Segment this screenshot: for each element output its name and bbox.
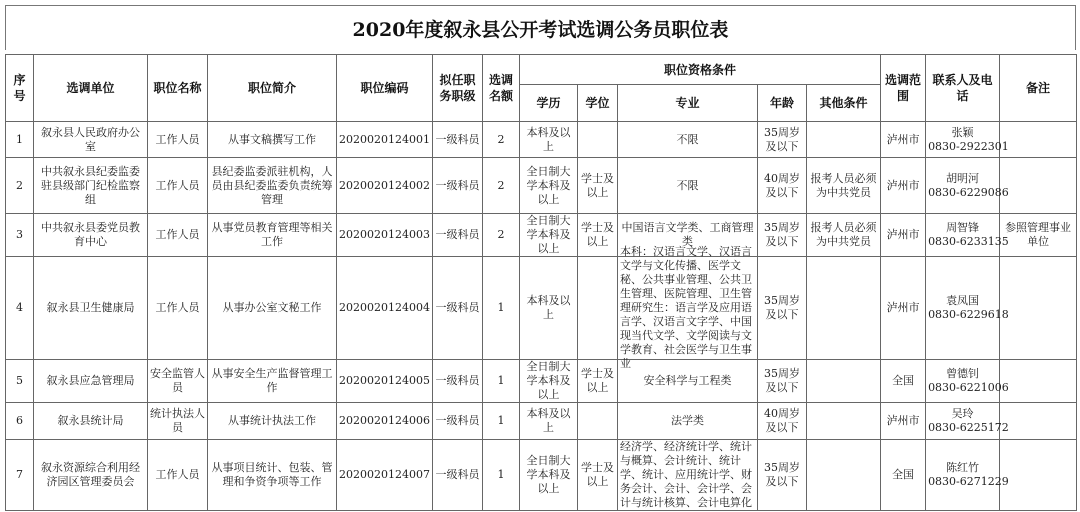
cell-other: 报考人员必须为中共党员 (807, 158, 881, 214)
header-education: 学历 (520, 85, 578, 122)
cell-rank: 一级科员 (433, 257, 483, 360)
cell-age: 40周岁及以下 (758, 158, 807, 214)
table-row (6, 360, 1077, 403)
header-seq: 序号 (6, 55, 34, 122)
contact-name: 周智锋 (946, 221, 980, 234)
cell-education: 全日制大学本科及以上 (520, 360, 578, 403)
cell-contact (926, 214, 1009, 257)
cell-major: 经济学、经济统计学、统计与概算、会计统计、统计学、统计、应用统计学、财务会计、会计、会计学、会计与统计核算、会计电算化 (618, 440, 758, 511)
contact-phone: 0830-6221006 (928, 381, 1009, 394)
cell-seq: 3 (6, 214, 34, 257)
cell-remark (1000, 403, 1077, 440)
header-contact: 联系人及电话 (926, 55, 1000, 122)
cell-position-desc: 从事项目统计、包装、管理和争资争项等工作 (208, 440, 337, 511)
cell-quota: 2 (483, 122, 520, 158)
cell-scope: 泸州市 (881, 257, 926, 360)
cell-quota: 1 (483, 403, 520, 440)
header-major: 专业 (618, 85, 758, 122)
contact-phone: 0830-6229618 (928, 308, 1009, 321)
header-unit: 选调单位 (34, 55, 148, 122)
header-degree: 学位 (578, 85, 618, 122)
cell-education: 全日制大学本科及以上 (520, 214, 578, 257)
cell-position-name: 工作人员 (148, 158, 208, 214)
table-row (6, 440, 1077, 511)
cell-position-name: 工作人员 (148, 122, 208, 158)
cell-age: 35周岁及以下 (758, 360, 807, 403)
cell-unit: 叙永资源综合利用经济园区管理委员会 (34, 440, 148, 511)
cell-position-desc: 从事文稿撰写工作 (208, 122, 337, 158)
contact-phone: 0830-6225172 (928, 421, 1009, 434)
contact-name: 张颖 (951, 125, 974, 139)
cell-rank: 一级科员 (433, 122, 483, 158)
cell-scope: 泸州市 (881, 403, 926, 440)
cell-position-desc: 从事办公室文秘工作 (208, 257, 337, 360)
cell-age: 40周岁及以下 (758, 403, 807, 440)
contact-phone: 0830-6271229 (928, 475, 1009, 488)
cell-rank: 一级科员 (433, 158, 483, 214)
contact-name: 吴玲 (951, 407, 974, 420)
cell-other (807, 440, 881, 511)
cell-position-name: 工作人员 (148, 440, 208, 511)
cell-major: 中国语言文学类、工商管理类 (618, 214, 758, 257)
cell-seq: 6 (6, 403, 34, 440)
cell-major (618, 245, 758, 370)
cell-contact (926, 122, 1009, 158)
cell-unit: 中共叙永县委党员教育中心 (34, 214, 148, 257)
cell-remark: 参照管理事业单位 (1000, 214, 1077, 257)
cell-seq: 2 (6, 158, 34, 214)
contact-phone: 0830-2922301 (928, 139, 1009, 153)
cell-other (807, 257, 881, 360)
cell-scope: 泸州市 (881, 214, 926, 257)
cell-other (807, 122, 881, 158)
cell-rank: 一级科员 (433, 360, 483, 403)
cell-position-code: 2020020124005 (337, 360, 433, 403)
cell-quota: 1 (483, 360, 520, 403)
cell-position-code: 2020020124001 (337, 122, 433, 158)
header-age: 年龄 (758, 85, 807, 122)
cell-rank: 一级科员 (433, 403, 483, 440)
cell-position-code: 2020020124006 (337, 403, 433, 440)
cell-degree (578, 403, 618, 440)
table-row (6, 214, 1077, 257)
cell-major: 法学类 (618, 403, 758, 440)
cell-age: 35周岁及以下 (758, 257, 807, 360)
header-scope: 选调范围 (881, 55, 926, 122)
contact-name: 陈红竹 (946, 461, 980, 474)
cell-scope: 全国 (881, 360, 926, 403)
cell-position-name: 工作人员 (148, 214, 208, 257)
cell-position-code: 2020020124003 (337, 214, 433, 257)
page-title: 2020年度叙永县公开考试选调公务员职位表 (5, 5, 1076, 50)
cell-unit: 叙永县人民政府办公室 (34, 122, 148, 158)
table-row (6, 158, 1077, 214)
header-qualifications: 职位资格条件 (520, 55, 881, 85)
cell-degree (578, 257, 618, 360)
cell-remark (1000, 440, 1077, 511)
cell-quota: 1 (483, 257, 520, 360)
position-table (5, 54, 1077, 511)
header-other: 其他条件 (807, 85, 881, 122)
major-text: 本科：汉语言文学、汉语言文学与文化传播、医学文秘、公共事业管理、公共卫生管理、医院管理、卫生管理研究生：语言学及应用语言学、汉语言文字学、中国现当代文学、文学阅读与文学教育、社会医学与卫生事业 (620, 245, 752, 370)
cell-position-desc: 从事党员教育管理等相关工作 (208, 214, 337, 257)
cell-rank: 一级科员 (433, 440, 483, 511)
cell-quota: 1 (483, 440, 520, 511)
cell-seq: 5 (6, 360, 34, 403)
cell-major: 不限 (618, 122, 758, 158)
cell-quota: 2 (483, 214, 520, 257)
table-row (6, 257, 1077, 360)
cell-position-desc: 县纪委监委派驻机构，人员由县纪委监委负责统筹管理 (208, 158, 337, 214)
cell-seq: 7 (6, 440, 34, 511)
cell-education: 本科及以上 (520, 257, 578, 360)
cell-remark (1000, 360, 1077, 403)
cell-scope: 全国 (881, 440, 926, 511)
cell-unit: 叙永县应急管理局 (34, 360, 148, 403)
cell-other (807, 403, 881, 440)
cell-age: 35周岁及以下 (758, 440, 807, 511)
contact-name: 曾德钊 (946, 367, 980, 380)
contact-phone: 0830-6233135 (928, 235, 1009, 248)
cell-unit: 叙永县统计局 (34, 403, 148, 440)
cell-contact (926, 403, 1009, 440)
cell-degree: 学士及以上 (578, 158, 618, 214)
cell-remark (1000, 257, 1077, 360)
cell-degree: 学士及以上 (578, 214, 618, 257)
cell-scope: 泸州市 (881, 158, 926, 214)
cell-seq: 1 (6, 122, 34, 158)
cell-degree: 学士及以上 (578, 360, 618, 403)
cell-position-desc: 从事安全生产监督管理工作 (208, 360, 337, 403)
cell-position-name: 安全监管人员 (148, 360, 208, 403)
cell-education: 本科及以上 (520, 122, 578, 158)
contact-phone: 0830-6229086 (928, 185, 1009, 199)
cell-position-name: 统计执法人员 (148, 403, 208, 440)
cell-contact (926, 257, 1009, 360)
cell-major: 不限 (618, 158, 758, 214)
cell-remark (1000, 122, 1077, 158)
cell-seq: 4 (6, 257, 34, 360)
contact-name: 胡明河 (946, 171, 980, 185)
cell-education: 全日制大学本科及以上 (520, 440, 578, 511)
cell-contact (926, 360, 1009, 403)
table-row (6, 403, 1077, 440)
cell-contact (926, 440, 1009, 511)
cell-quota: 2 (483, 158, 520, 214)
cell-education: 全日制大学本科及以上 (520, 158, 578, 214)
cell-age: 35周岁及以下 (758, 214, 807, 257)
cell-other: 报考人员必须为中共党员 (807, 214, 881, 257)
header-position-desc: 职位简介 (208, 55, 337, 122)
contact-name: 袁凤国 (946, 294, 980, 307)
header-remark: 备注 (1000, 55, 1077, 122)
cell-education: 本科及以上 (520, 403, 578, 440)
cell-position-name: 工作人员 (148, 257, 208, 360)
cell-degree: 学士及以上 (578, 440, 618, 511)
cell-scope: 泸州市 (881, 122, 926, 158)
cell-position-code: 2020020124002 (337, 158, 433, 214)
cell-position-desc: 从事统计执法工作 (208, 403, 337, 440)
cell-age: 35周岁及以下 (758, 122, 807, 158)
header-position-code: 职位编码 (337, 55, 433, 122)
cell-unit: 叙永县卫生健康局 (34, 257, 148, 360)
header-position-name: 职位名称 (148, 55, 208, 122)
cell-position-code: 2020020124007 (337, 440, 433, 511)
cell-rank: 一级科员 (433, 214, 483, 257)
cell-other (807, 360, 881, 403)
table-row (6, 122, 1077, 158)
header-quota: 选调名额 (483, 55, 520, 122)
cell-position-code: 2020020124004 (337, 257, 433, 360)
header-rank: 拟任职务职级 (433, 55, 483, 122)
cell-remark (1000, 158, 1077, 214)
cell-degree (578, 122, 618, 158)
cell-major: 安全科学与工程类 (618, 360, 758, 403)
cell-unit: 中共叙永县纪委监委驻县级部门纪检监察组 (34, 158, 148, 214)
cell-contact (926, 158, 1009, 214)
